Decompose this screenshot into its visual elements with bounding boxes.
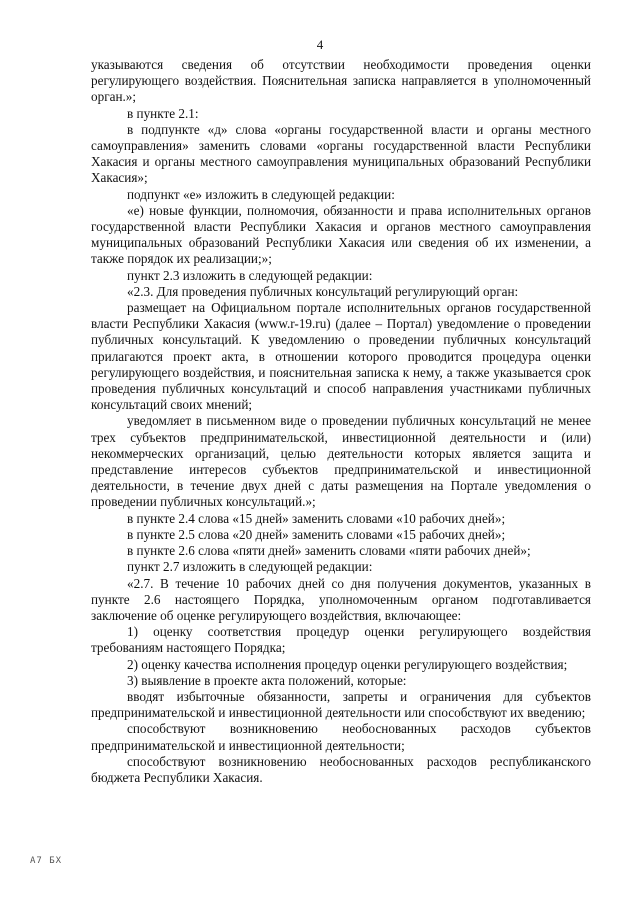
paragraph: 3) выявление в проекте акта положений, которые: — [127, 672, 407, 688]
paragraph: в подпункте «д» слова «органы государственной власти и органы местного самоуправления» заменить словами «органы государственной власти Республики Хакасия и органы местного самоуправления муниципальных образований Республики Хакасия»; — [91, 121, 591, 186]
paragraph: способствуют возникновению необоснованных расходов субъектов предпринимательской и инвестиционной деятельности; — [91, 721, 591, 753]
paragraph: в пункте 2.6 слова «пяти дней» заменить словами «пяти рабочих дней»; — [127, 543, 531, 559]
paragraph: уведомляет в письменном виде о проведении публичных консультаций не менее трех субъектов предпринимательской, инвестиционной деятельности и (или) некоммерческих организаций, целью деятельности которых является защита и представление интересов субъектов предпринимательской и инвестиционной деятельности, в течение двух дней с даты размещения на Портале уведомления о проведении публичных консультаций.»; — [91, 413, 591, 510]
paragraph: 1) оценку соответствия процедур оценки регулирующего воздействия требованиям настоящего Порядка; — [91, 624, 591, 656]
paragraph: пункт 2.3 изложить в следующей редакции: — [127, 267, 373, 283]
paragraph: подпункт «е» изложить в следующей редакции: — [127, 186, 395, 202]
paragraph: указываются сведения об отсутствии необходимости проведения оценки регулирующего воздействия. Пояснительная записка направляется в уполномоченный орган.»; — [91, 57, 591, 105]
paragraph: 2) оценку качества исполнения процедур оценки регулирующего воздействия; — [127, 656, 568, 672]
paragraph: в пункте 2.1: — [127, 105, 199, 121]
paragraph: размещает на Официальном портале исполнительных органов государственной власти Республики Хакасия (www.r-19.ru) (далее – Портал) уведомление о проведении публичных консультаций. К уведомлению о проведении публичных консультаций прилагаются проект акта, в отношении которого проводится процедура оценки регулирующего воздействия, и пояснительная записка к нему, а также указывается срок проведения публичных консультаций и способ направления участниками публичных консультаций своих мнений; — [91, 300, 591, 413]
paragraph: «2.3. Для проведения публичных консультаций регулирующий орган: — [127, 283, 519, 299]
paragraph: «е) новые функции, полномочия, обязанности и права исполнительных органов государственной власти Республики Хакасия и органов местного самоуправления муниципальных образований Республики Хакасия или сведения об их изменении, а также порядок их реализации;»; — [91, 202, 591, 267]
paragraph: пункт 2.7 изложить в следующей редакции: — [127, 559, 373, 575]
paragraph: «2.7. В течение 10 рабочих дней со дня получения документов, указанных в пункте 2.6 настоящего Порядка, уполномоченным органом подготавливается заключение об оценке регулирующего воздействия, включающее: — [91, 575, 591, 623]
paragraph: в пункте 2.5 слова «20 дней» заменить словами «15 рабочих дней»; — [127, 526, 506, 542]
document-body — [91, 57, 591, 786]
paragraph: в пункте 2.4 слова «15 дней» заменить словами «10 рабочих дней»; — [127, 510, 506, 526]
paragraph: способствуют возникновению необоснованных расходов республиканского бюджета Республики Хакасия. — [91, 753, 591, 785]
page-number: 4 — [316, 37, 324, 52]
paragraph: вводят избыточные обязанности, запреты и ограничения для субъектов предпринимательской и инвестиционной деятельности или способствуют их введению; — [91, 688, 591, 721]
footer-mark: А7 БХ — [30, 856, 63, 866]
